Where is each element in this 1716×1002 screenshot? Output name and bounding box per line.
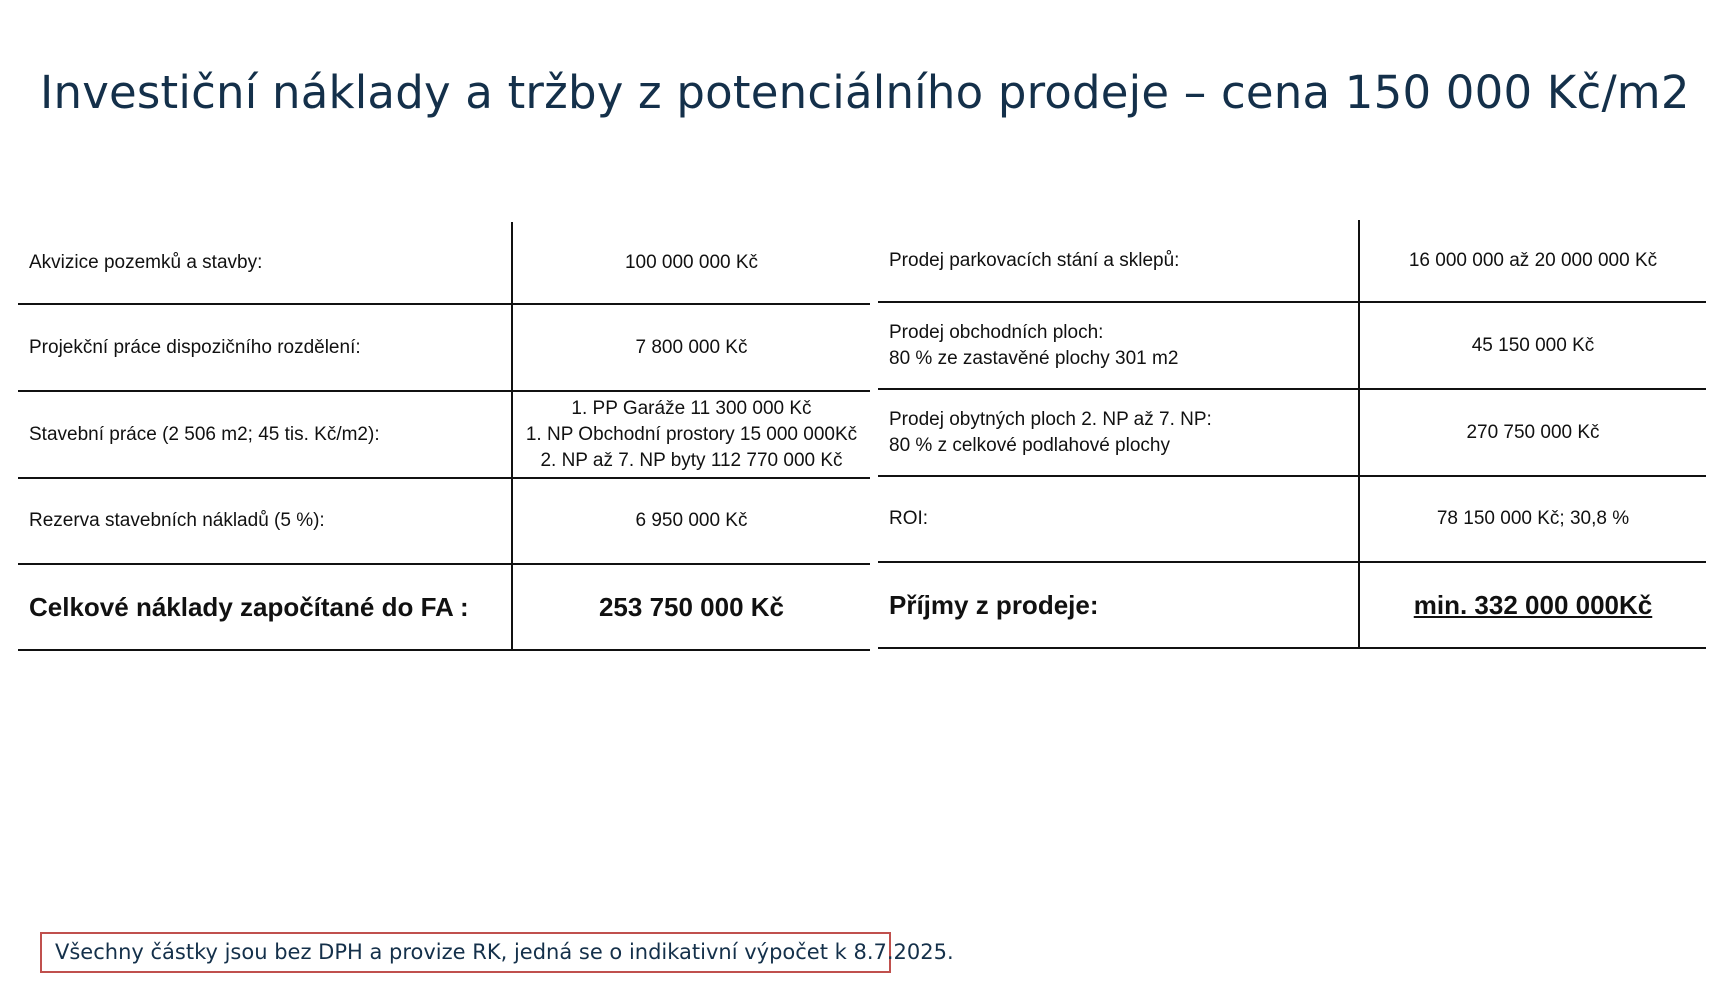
revenue-value-residential: 270 750 000 Kč <box>1359 389 1706 476</box>
cost-value-line: 100 000 000 Kč <box>624 251 759 273</box>
page-title: Investiční náklady a tržby z potenciálního prodeje – cena 150 000 Kč/m2 <box>40 66 1690 119</box>
investment-costs-table <box>18 222 870 651</box>
revenue-label-roi <box>878 476 1359 562</box>
cost-label-design: Projekční práce dispozičního rozdělení: <box>18 304 512 391</box>
revenue-label-parking <box>878 220 1359 302</box>
cost-value-line: 6 950 000 Kč <box>635 510 748 531</box>
revenue-label-line: Prodej obytných ploch 2. NP až 7. NP: <box>889 408 1212 430</box>
table-row <box>878 220 1706 302</box>
cost-label-acquisition: Akvizice pozemků a stavby: <box>29 251 263 273</box>
table-row <box>878 389 1706 476</box>
revenue-label-line: 80 % ze zastavěné plochy 301 m2 <box>889 347 1179 369</box>
cost-value-line: 1. NP Obchodní prostory 15 000 000Kč <box>525 423 858 445</box>
table-row <box>18 304 870 391</box>
table-row <box>878 302 1706 389</box>
cost-value-reserve <box>512 478 870 564</box>
table-row-total <box>18 564 870 650</box>
revenue-label-residential <box>878 389 1359 476</box>
cost-value-acquisition <box>512 222 870 304</box>
revenue-label-line: 80 % z celkové podlahové plochy <box>889 434 1170 456</box>
table-row <box>878 476 1706 562</box>
revenue-value-commercial: 45 150 000 Kč <box>1359 302 1706 389</box>
table-row <box>18 391 870 478</box>
revenue-label-commercial <box>878 302 1359 389</box>
revenue-value-parking: 16 000 000 až 20 000 000 Kč <box>1359 220 1706 302</box>
revenue-label-line: ROI: <box>889 508 929 529</box>
revenue-total-value <box>1359 562 1706 648</box>
cost-value-construction <box>512 391 870 478</box>
revenue-label-line: Prodej parkovacích stání a sklepů: <box>889 249 1180 271</box>
cost-label-construction: Stavební práce (2 506 m2; 45 tis. Kč/m2): <box>18 391 512 478</box>
disclaimer-note: Všechny částky jsou bez DPH a provize RK, jedná se o indikativní výpočet k 8.7.2025. <box>40 932 891 973</box>
cost-value-design <box>512 304 870 391</box>
cost-total-value: 253 750 000 Kč <box>512 564 870 650</box>
table-row <box>18 478 870 564</box>
cost-value-line: 1. PP Garáže 11 300 000 Kč <box>571 397 812 419</box>
cost-label-reserve: Rezerva stavebních nákladů (5 %): <box>18 478 512 564</box>
cost-value-line: 2. NP až 7. NP byty 112 770 000 Kč <box>540 449 843 471</box>
revenue-total-amount: min. 332 000 000Kč <box>1413 590 1653 620</box>
cost-total-label: Celkové náklady započítané do FA : <box>18 564 512 650</box>
revenue-value-roi: 78 150 000 Kč; 30,8 % <box>1359 476 1706 562</box>
cost-value-line: 7 800 000 Kč <box>635 336 748 358</box>
revenue-total-label: Příjmy z prodeje: <box>878 562 1359 648</box>
revenue-table <box>878 220 1706 649</box>
table-row <box>18 222 870 304</box>
revenue-label-line: Prodej obchodních ploch: <box>889 321 1104 343</box>
table-row-total <box>878 562 1706 648</box>
